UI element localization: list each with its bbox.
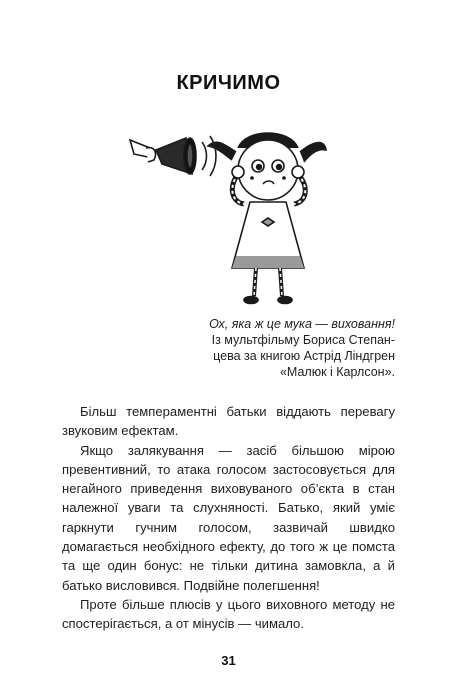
chapter-title: КРИЧИМО xyxy=(176,72,281,94)
epigraph-source-line: «Малюк і Карлсон». xyxy=(279,365,395,379)
body-text xyxy=(62,402,395,634)
paragraph: Більш темпераментні батьки віддають перевагу звуковим ефектам. xyxy=(62,404,395,439)
megaphone-icon xyxy=(130,136,216,176)
page-number: 31 xyxy=(221,653,236,668)
epigraph-quote: Ох, яка ж це мука — виховання! xyxy=(209,317,395,331)
girl-covering-ears-icon xyxy=(208,133,326,304)
epigraph-source-line: цева за книгою Астрід Ліндгрен xyxy=(213,349,395,363)
epigraph xyxy=(175,316,395,380)
paragraph: Проте більше плюсів у цього виховного методу не спостерігається, а от мінусів — чимало. xyxy=(62,596,395,632)
paragraph: Якщо залякування — засіб більшою мірою превентивний, то атака голосом застосовується для негайного приведення виховуваного об’єкта в стан належної уваги та слухняності. Батько, який уміє гаркнути гучним голосом, зазвичай швидко домагається необхідного ефекту, до того ж це помста та ще один бонус: не тільки дитина замовкла, а й батько висловився. Подвійне полегшення! xyxy=(62,442,395,593)
illustration xyxy=(128,118,328,308)
epigraph-source-line: Із мультфільму Бориса Степан- xyxy=(211,333,395,347)
